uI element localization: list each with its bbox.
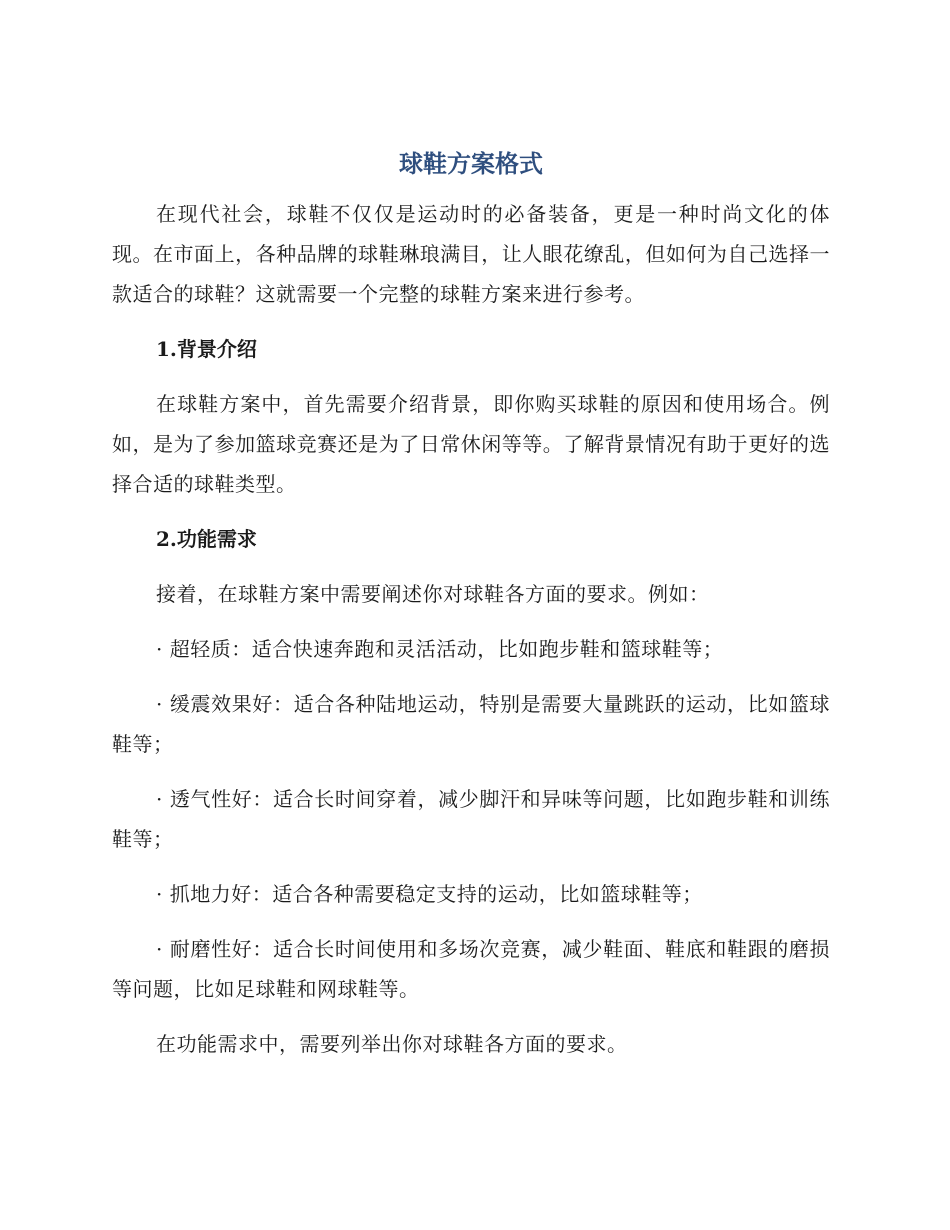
background-paragraph: 在球鞋方案中，首先需要介绍背景，即你购买球鞋的原因和使用场合。例如，是为了参加篮球竞赛还是为了日常休闲等等。了解背景情况有助于更好的选择合适的球鞋类型。	[112, 392, 830, 496]
requirements-lead-paragraph: 接着，在球鞋方案中需要阐述你对球鞋各方面的要求。例如：	[156, 582, 710, 606]
list-item-cushioning: · 缓震效果好：适合各种陆地运动，特别是需要大量跳跃的运动，比如篮球鞋等；	[112, 692, 830, 756]
list-item-durability: · 耐磨性好：适合长时间使用和多场次竞赛，减少鞋面、鞋底和鞋跟的磨损等问题，比如足球鞋和网球鞋等。	[112, 937, 830, 1001]
document-title: 球鞋方案格式	[399, 150, 543, 178]
section-heading-requirements: 2.功能需求	[156, 527, 257, 551]
list-item-lightweight: · 超轻质：适合快速奔跑和灵活活动，比如跑步鞋和篮球鞋等；	[156, 637, 724, 661]
intro-paragraph: 在现代社会，球鞋不仅仅是运动时的必备装备，更是一种时尚文化的体现。在市面上，各种品牌的球鞋琳琅满目，让人眼花缭乱，但如何为自己选择一款适合的球鞋？这就需要一个完整的球鞋方案来进行参考。	[112, 202, 830, 306]
section-heading-background: 1.背景介绍	[156, 337, 257, 361]
list-item-breathability: · 透气性好：适合长时间穿着，减少脚汗和异味等问题，比如跑步鞋和训练鞋等；	[112, 787, 830, 851]
requirements-closing-paragraph: 在功能需求中，需要列举出你对球鞋各方面的要求。	[156, 1032, 628, 1056]
list-item-grip: · 抓地力好：适合各种需要稳定支持的运动，比如篮球鞋等；	[156, 882, 703, 906]
document-content	[112, 148, 830, 1064]
